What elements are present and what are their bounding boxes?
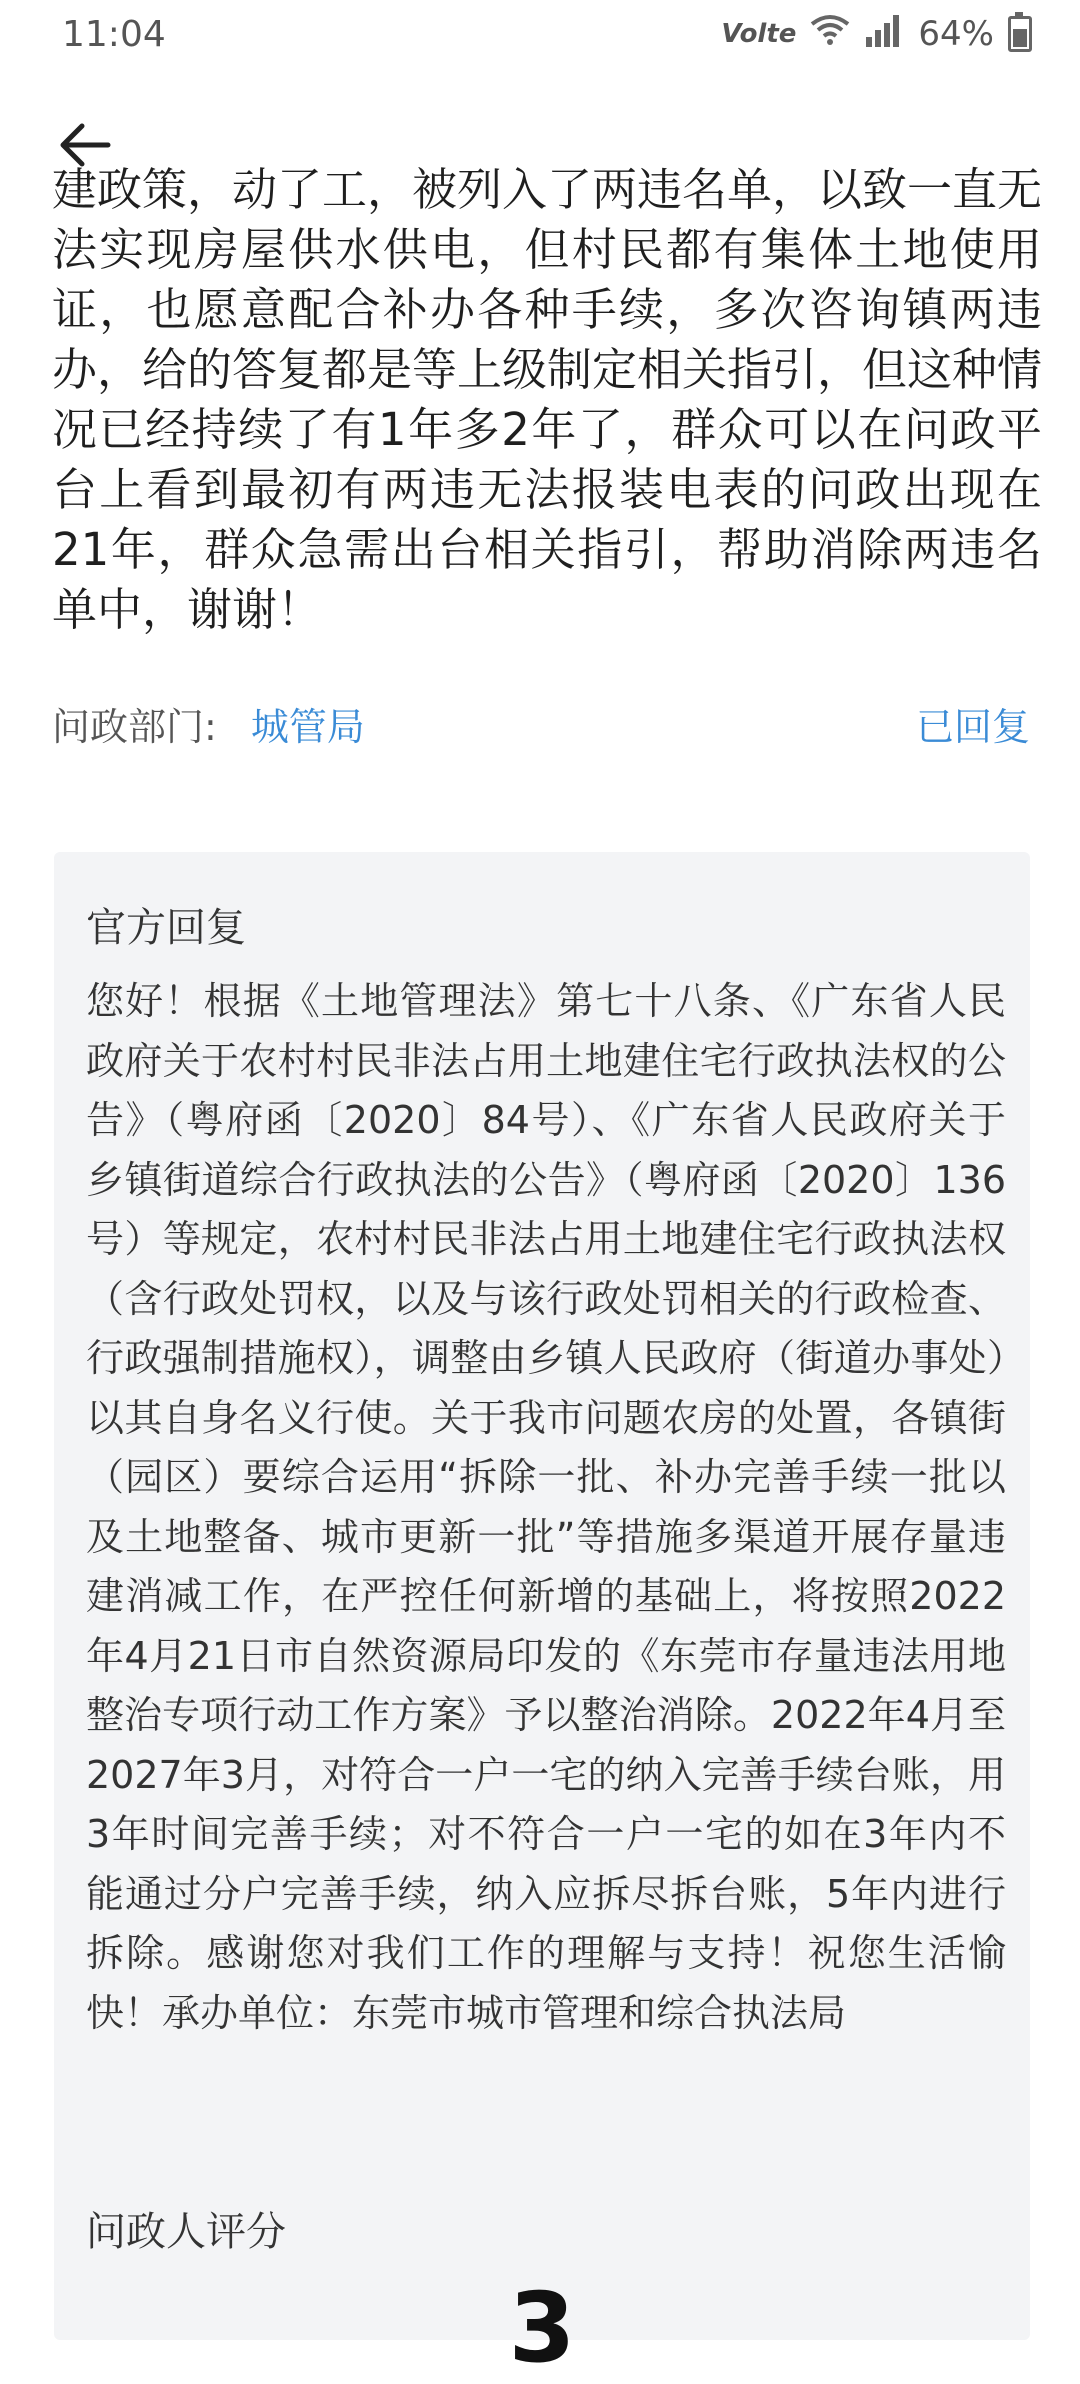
official-reply-card [54, 852, 1030, 2384]
department-link[interactable]: 城管局 [250, 704, 365, 749]
question-text: 建政策，动了工，被列入了两违名单，以致一直无法实现房屋供水供电，但村民都有集体土地使用证，也愿意配合补办各种手续，多次咨询镇两违办，给的答复都是等上级制定相关指引，但这种情况已经持续了有1年多2年了，群众可以在问政平台上看到最初有两违无法报装电表的问政出现在21年，群众急需出台相关指引，帮助消除两违名单中，谢谢！ [52, 163, 1043, 636]
battery-icon [1008, 16, 1032, 52]
status-indicators [721, 14, 1032, 54]
reply-status-link[interactable]: 已回复 [915, 704, 1030, 749]
cell-signal-icon [864, 13, 904, 56]
rating-title: 问政人评分 [86, 2209, 286, 2255]
battery-percent: 64% [918, 14, 994, 54]
department-label: 问政部门: [52, 704, 217, 749]
official-reply-text: 您好！根据《土地管理法》第七十八条、《广东省人民政府关于农村村民非法占用土地建住宅行政执法权的公告》（粤府函〔2020〕84号）、《广东省人民政府关于乡镇街道综合行政执法的公告》（粤府函〔2020〕136号）等规定，农村村民非法占用土地建住宅行政执法权（含行政处罚权，以及与该行政处罚相关的行政检查、行政强制措施权），调整由乡镇人民政府（街道办事处）以其自身名义行使。关于我市问题农房的处置，各镇街（园区）要综合运用“拆除一批、补办完善手续一批以及土地整备、城市更新一批”等措施多渠道开展存量违建消减工作，在严控任何新增的基础上，将按照2022年4月21日市自然资源局印发的《东莞市存量违法用地整治专项行动工作方案》予以整治消除。2022年4月至2027年3月，对符合一户一宅的纳入完善手续台账，用3年时间完善手续；对不符合一户一宅的如在3年内不能通过分户完善手续，纳入应拆尽拆台账，5年内进行拆除。感谢您对我们工作的理解与支持！祝您生活愉快！承办单位：东莞市城市管理和综合执法局 [86, 979, 1006, 2035]
volte-indicator: Volte [721, 19, 797, 49]
rating-score: 3 [508, 2272, 576, 2384]
status-bar [0, 0, 1080, 70]
department-row [52, 695, 1030, 751]
question-content [52, 163, 1043, 663]
official-reply-title: 官方回复 [86, 905, 246, 951]
wifi-icon [810, 14, 850, 55]
status-time: 11:04 [62, 14, 166, 55]
